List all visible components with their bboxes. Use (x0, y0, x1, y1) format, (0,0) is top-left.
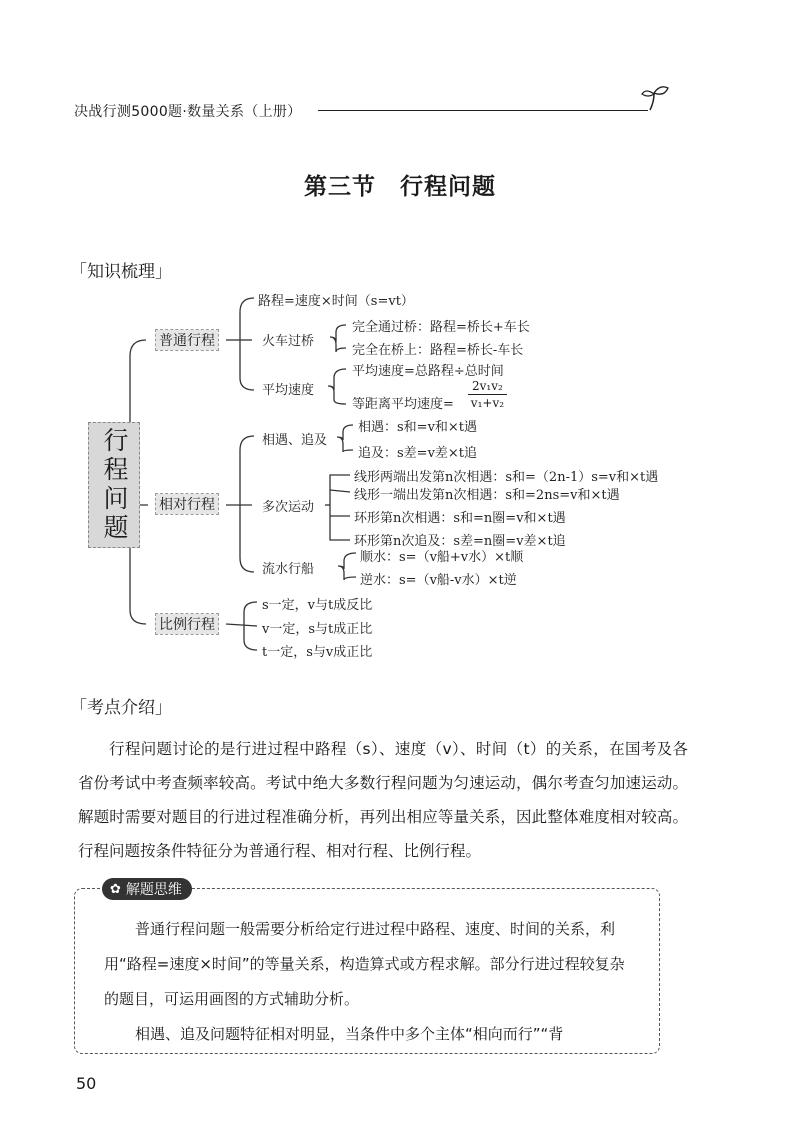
knowledge-heading: 「知识梳理」 (70, 262, 172, 282)
tree-sub-label: 相遇、追及 (262, 433, 328, 448)
branch-label: 相对行程 (156, 494, 218, 514)
thinking-paragraph: 相遇、追及问题特征相对明显，当条件中多个主体“相向而行”“背 (135, 1025, 564, 1043)
fraction-formula (468, 378, 507, 411)
thinking-body (104, 912, 634, 1052)
tree-item: v一定，s与t成正比 (262, 622, 373, 637)
bracket-left-icon: 「 (70, 262, 87, 282)
mind-map-root: 行程问题 (88, 422, 140, 548)
tree-item: 顺水：s=（v船+v水）×t顺 (360, 550, 524, 565)
tree-item: 路程=速度×时间（s=vt） (258, 294, 414, 309)
tree-item: 线形两端出发第n次相遇：s和=（2n-1）s=v和×t遇 (354, 470, 659, 485)
tree-sub-label: 多次运动 (262, 500, 315, 515)
tree-item: 线形一端出发第n次相遇：s和=2ns=v和×t遇 (354, 488, 620, 503)
tree-sub-label: 平均速度 (262, 383, 315, 398)
running-header: 决战行测5000题·数量关系（上册） (74, 104, 302, 120)
tree-item: 逆水：s=（v船-v水）×t逆 (360, 573, 517, 588)
flower-icon: ✿ (110, 881, 121, 897)
branch-label: 比例行程 (156, 614, 218, 634)
thinking-paragraph: 普通行程问题一般需要分析给定行进过程中路程、速度、时间的关系，利用“路程=速度×时间”的等量关系，构造算式或方程求解。部分行进过程较复杂的题目，可运用画图的方式辅助分析。 (104, 920, 625, 1008)
thinking-tag: ✿ 解题思维 (102, 878, 192, 900)
fraction-denominator: v₁+v₂ (470, 396, 505, 410)
tree-sub-label: 火车过桥 (262, 334, 315, 349)
branch-label: 普通行程 (156, 330, 218, 350)
section-title: 第三节 行程问题 (304, 174, 496, 200)
tree-sub-label: 流水行船 (262, 562, 315, 577)
tree-item: 完全在桥上：路程=桥长-车长 (352, 343, 524, 358)
bracket-right-icon: 」 (155, 698, 172, 718)
fraction-numerator: 2v₁v₂ (468, 378, 507, 395)
tree-item: 相遇：s和=v和×t遇 (358, 420, 478, 435)
tree-item: 完全通过桥：路程=桥长+车长 (352, 320, 530, 335)
tree-item: 环形第n次相遇：s和=n圈=v和×t遇 (354, 511, 566, 526)
tree-item: t一定，s与v成正比 (262, 645, 373, 660)
tree-item: 平均速度=总路程÷总时间 (352, 364, 504, 379)
tree-item: 追及：s差=v差×t追 (358, 446, 478, 461)
page-number: 50 (76, 1074, 97, 1093)
bracket-left-icon: 「 (70, 698, 87, 718)
tree-item: 环形第n次追及：s差=n圈=v差×t追 (354, 534, 566, 549)
tree-item: 等距离平均速度= (352, 397, 454, 412)
exam-points-paragraph: 行程问题讨论的是行进过程中路程（s）、速度（v）、时间（t）的关系，在国考及各省份考试中考查频率较高。考试中绝大多数行程问题为匀速运动，偶尔考查匀加速运动。解题时需要对题目的行进过程准确分析，再列出相应等量关系，因此整体难度相对较高。行程问题按条件特征分为普通行程、相对行程、比例行程。 (78, 740, 688, 860)
tree-item: s一定，v与t成反比 (262, 598, 373, 613)
exam-points-heading: 「考点介绍」 (70, 698, 172, 718)
bracket-right-icon: 」 (155, 262, 172, 282)
